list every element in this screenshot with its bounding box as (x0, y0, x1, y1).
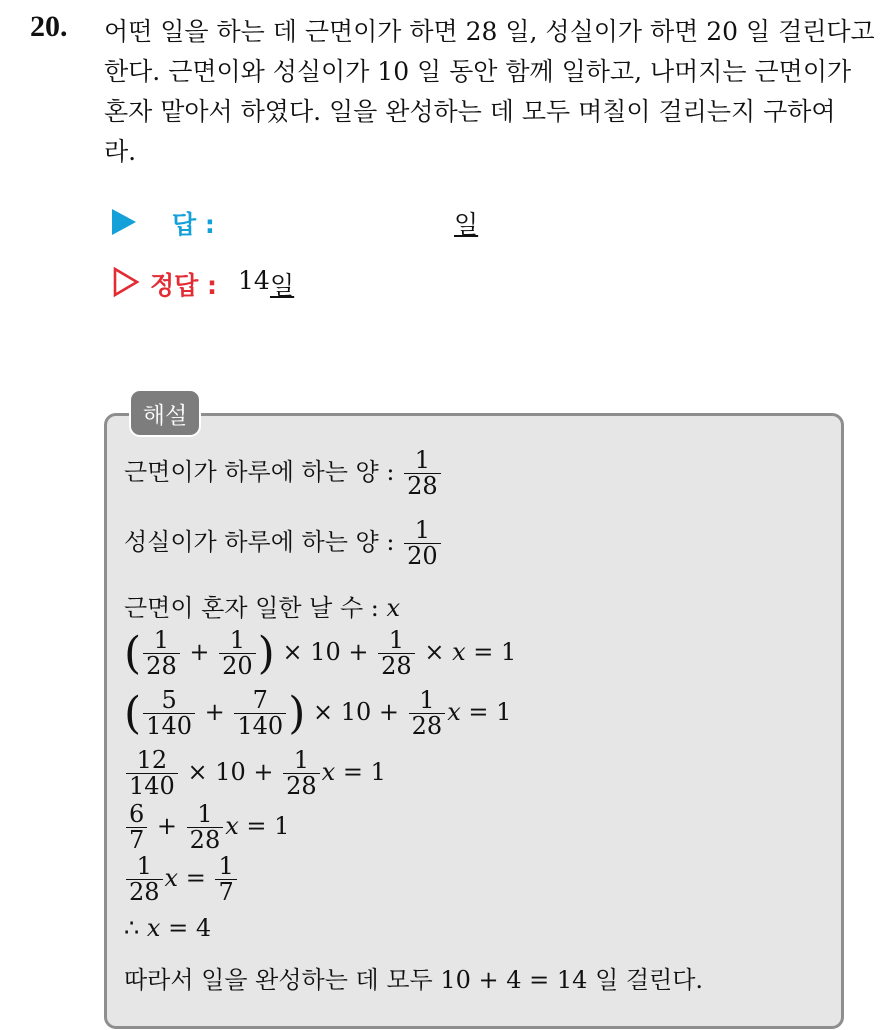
answer-row[interactable] (112, 205, 512, 239)
equation-line-6: ∴ x = 4 (124, 914, 212, 942)
answer-label: 답 : (172, 210, 215, 239)
explanation-line-1 (124, 448, 443, 499)
question-text-line-4: 라. (104, 137, 137, 166)
question-text-line-2: 한다. 근면이와 성실이가 10 일 동안 함께 일하고, 나머지는 근면이가 (104, 57, 852, 86)
equation-line-1: ( $\frac{1}{28}$ + $\frac{1}{20}$ ) × 10 + $\frac{1}{28}$ × x = 1 (124, 626, 517, 681)
answer-unit: 일 (454, 210, 479, 239)
explanation-line-3 (124, 588, 400, 623)
daily-amount-geunmyeon-label: 근면이가 하루에 하는 양 : (124, 458, 395, 487)
daily-amount-seongsil-label: 성실이가 하루에 하는 양 : (124, 528, 395, 557)
correct-answer-row (112, 266, 332, 300)
equation-line-5: $\frac{1}{28}$ x = $\frac{1}{7}$ (124, 854, 239, 905)
correct-answer-unit: 일 (270, 271, 295, 300)
play-triangle-icon (112, 209, 136, 235)
therefore-symbol: ∴ (124, 914, 140, 942)
question-text-line-1: 어떤 일을 하는 데 근면이가 하면 28 일, 성실이가 하면 20 일 걸린다고 (104, 17, 875, 46)
equation-line-4: $\frac{6}{7}$ + $\frac{1}{28}$ x = 1 (124, 802, 289, 853)
equation-line-2: ( $\frac{5}{140}$ + $\frac{7}{140}$ ) × 10 + $\frac{1}{28}$ x = 1 (124, 686, 512, 741)
outline-triangle-icon (112, 266, 140, 298)
conclusion-line: 따라서 일을 완성하는 데 모두 10 + 4 = 14 일 걸린다. (124, 966, 704, 994)
question-number: 20. (30, 10, 68, 43)
explanation-tab: 해설 (129, 389, 201, 437)
question-text-line-3: 혼자 맡아서 하였다. 일을 완성하는 데 모두 며칠이 걸리는지 구하여 (104, 97, 836, 126)
correct-answer-value: 14 (238, 266, 270, 295)
correct-answer-label: 정답 : (150, 271, 218, 300)
equation-line-3: $\frac{12}{140}$ × 10 + $\frac{1}{28}$ x = 1 (124, 748, 386, 799)
fraction: $\frac{1}{28}$ (404, 448, 441, 499)
solo-days-label: 근면이 혼자 일한 날 수 : (124, 594, 379, 622)
explanation-line-2 (124, 518, 443, 569)
variable-x: x (386, 594, 401, 622)
fraction: $\frac{1}{20}$ (404, 518, 441, 569)
